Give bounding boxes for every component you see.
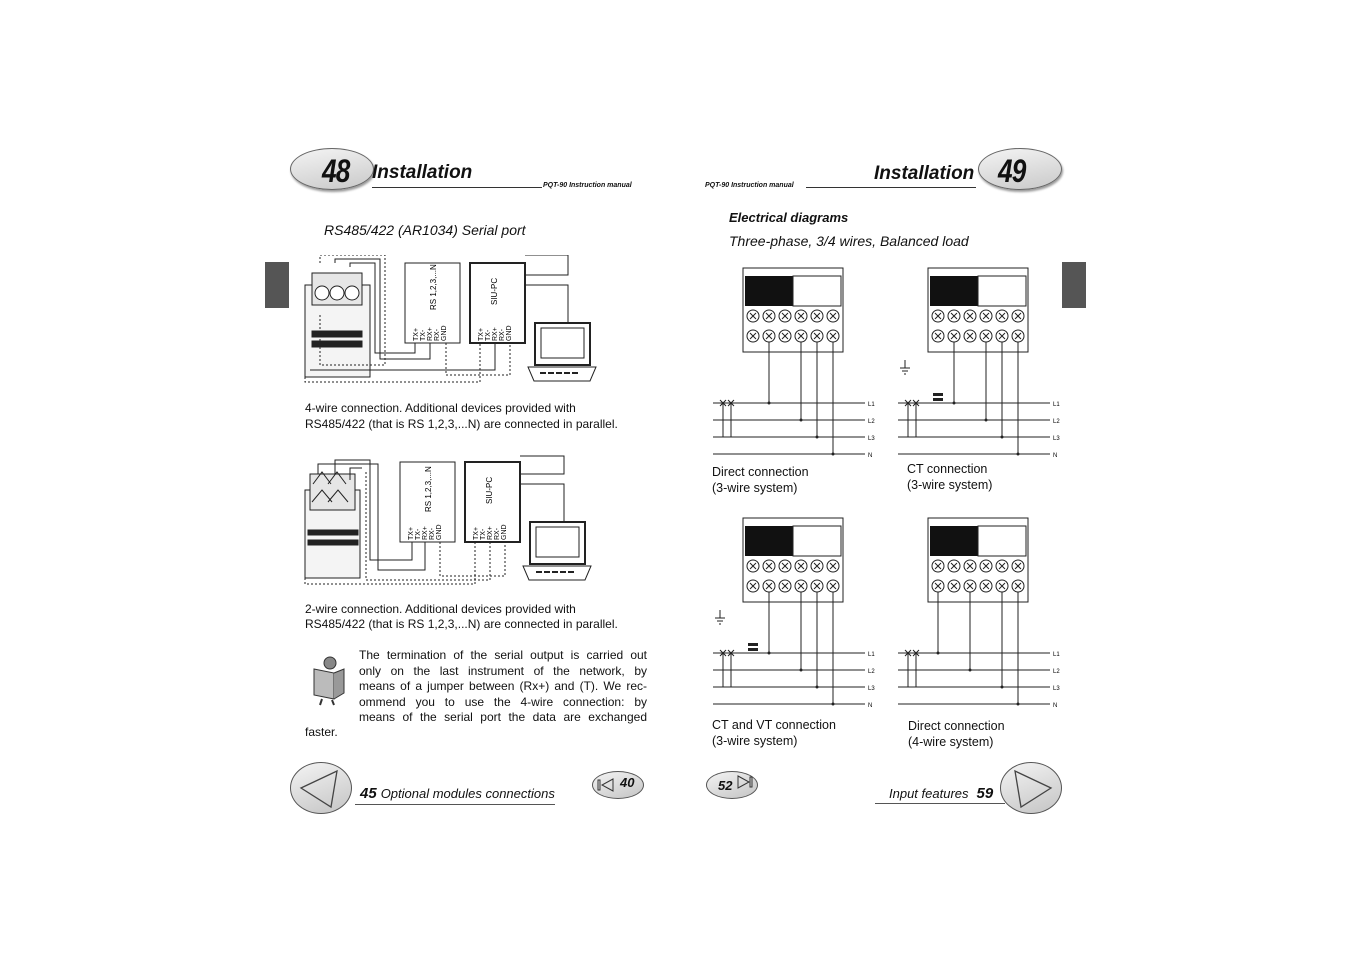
caption-line: CT connection [907,462,988,476]
line-label: L2 [868,669,875,675]
fast-forward-icon [736,775,754,789]
device-pin: RX- [429,527,436,540]
footer-rule [355,804,555,805]
line-label: N [1053,703,1058,709]
prev-page-label: Optional modules connections [380,786,555,801]
line-label: L1 [1053,652,1060,658]
device-pin: RX- [434,328,441,341]
note-line: means of a jumper between (Rx+) and (T). We rec- [359,679,647,693]
diagram-caption [907,462,992,493]
note-line: The termination of the serial output is carried out [359,648,647,662]
pc-pin: TX- [480,528,487,540]
jump-forward-button[interactable] [706,771,758,799]
caption-2-wire-line2: RS485/422 (that is RS 1,2,3,...N) are connected in parallel. [305,617,618,631]
electrical-diagram-ct-vt-3wire [705,515,885,715]
ground-icon [715,618,725,624]
caption-line: (4-wire system) [908,734,994,749]
junction-dot [816,436,819,439]
meter-label-panel [793,276,841,306]
junction-dot [1001,686,1004,689]
line-label: N [868,703,873,709]
section-title: Electrical diagrams [729,210,849,225]
electrical-diagram-direct-4wire [890,515,1070,715]
note-line: means of the serial port the data are exchanged [359,710,647,724]
pc-label: SIU-PC [490,277,499,305]
line-label: L3 [868,436,875,442]
pc-pin: GND [506,325,513,341]
pc-pin: RX- [499,328,506,341]
page-number: 48 [322,153,350,189]
prev-page-link[interactable] [360,785,555,802]
triangle-left-icon [291,763,351,813]
device-pin: TX+ [413,327,420,341]
line-label: N [1053,453,1058,459]
manual-name: PQT-90 Instruction manual [543,182,632,189]
prev-page-number: 45 [360,785,377,802]
caption-line: (3-wire system) [907,477,993,492]
device-label: RS 1,2,3,...N [424,466,433,512]
junction-dot [937,652,940,655]
electrical-diagram-ct-3wire [890,265,1070,465]
section-subtitle: Three-phase, 3/4 wires, Balanced load [729,233,969,249]
next-page-number: 59 [976,785,994,802]
device-label: RS 1,2,3,...N [429,264,438,310]
pc-pin: TX+ [473,526,480,540]
junction-dot [800,669,803,672]
current-transformer [933,393,943,396]
junction-dot [953,402,956,405]
device-pin: TX- [420,329,427,341]
device-pin: TX- [415,528,422,540]
diagram-caption [712,465,809,496]
meter-label-panel [745,526,793,556]
line-label: L1 [868,652,875,658]
pc-pin: RX+ [487,526,494,540]
rewind-icon [597,778,615,792]
line-label: L3 [1053,436,1060,442]
next-page-button[interactable] [1000,762,1062,814]
caption-2-wire-line1: 2-wire connection. Additional devices provided with [305,602,576,616]
junction-dot [768,402,771,405]
current-transformer [748,648,758,651]
termination-note [359,648,647,726]
caption-line: Direct connection [712,465,809,479]
section-title: RS485/422 (AR1034) Serial port [324,222,526,238]
page-title: Installation [372,162,473,183]
junction-dot [816,686,819,689]
caption-line: Direct connection [908,719,1005,733]
line-label: N [868,453,873,459]
next-page-label: Input features [889,786,969,801]
device-pin: GND [436,524,443,540]
chapter-tab [265,262,289,308]
line-label: L2 [1053,669,1060,675]
caption-4-wire-line2: RS485/422 (that is RS 1,2,3,...N) are connected in parallel. [305,417,618,431]
junction-dot [768,652,771,655]
device-pin: GND [441,325,448,341]
jump-back-number: 40 [620,775,635,790]
device-pin: RX+ [427,327,434,341]
note-line: ommend you to use the 4-wire connection: by [359,694,647,709]
line-label: L2 [1053,419,1060,425]
footer-rule [875,803,1005,804]
caption-line: (3-wire system) [712,733,798,748]
junction-dot [1017,703,1020,706]
note-reader-icon [304,655,350,707]
pc-pin: TX+ [478,327,485,341]
note-last-line: faster. [305,725,338,739]
prev-page-button[interactable] [290,762,352,814]
jump-forward-number: 52 [718,778,733,793]
wiring-diagram-4-wire [300,255,605,385]
junction-dot [832,703,835,706]
note-line: only on the last instrument of the network, by [359,663,647,678]
current-transformer [748,643,758,646]
page-number: 49 [998,153,1026,189]
meter-label-panel [978,526,1026,556]
page-title: Installation [874,163,975,184]
manual-name: PQT-90 Instruction manual [705,182,794,189]
caption-line: CT and VT connection [712,718,836,732]
meter-label-panel [978,276,1026,306]
junction-dot [832,453,835,456]
diagram-caption [712,718,836,749]
ground-icon [900,368,910,374]
junction-dot [985,419,988,422]
meter-label-panel [930,526,978,556]
junction-dot [969,669,972,672]
device-pin: RX+ [422,526,429,540]
header-rule [806,187,976,188]
meter-label-panel [745,276,793,306]
wiring-diagram-2-wire [300,452,605,587]
meter-label-panel [930,276,978,306]
pc-pin: RX- [494,527,501,540]
junction-dot [1017,453,1020,456]
caption-4-wire-line1: 4-wire connection. Additional devices provided with [305,401,576,415]
pc-label: SIU-PC [485,476,494,504]
device-pin: TX+ [408,526,415,540]
junction-dot [1001,436,1004,439]
pc-pin: GND [501,524,508,540]
triangle-right-icon [1001,763,1061,813]
pc-pin: RX+ [492,327,499,341]
meter-label-panel [793,526,841,556]
caption-line: (3-wire system) [712,480,798,495]
line-label: L1 [1053,402,1060,408]
line-label: L3 [868,686,875,692]
pc-pin: TX- [485,329,492,341]
current-transformer [933,398,943,401]
header-rule [372,187,542,188]
line-label: L2 [868,419,875,425]
electrical-diagram-direct-3wire [705,265,885,465]
junction-dot [800,419,803,422]
next-page-link[interactable] [889,785,997,802]
jump-back-button[interactable] [592,771,644,799]
diagram-caption [908,719,1005,750]
line-label: L1 [868,402,875,408]
line-label: L3 [1053,686,1060,692]
